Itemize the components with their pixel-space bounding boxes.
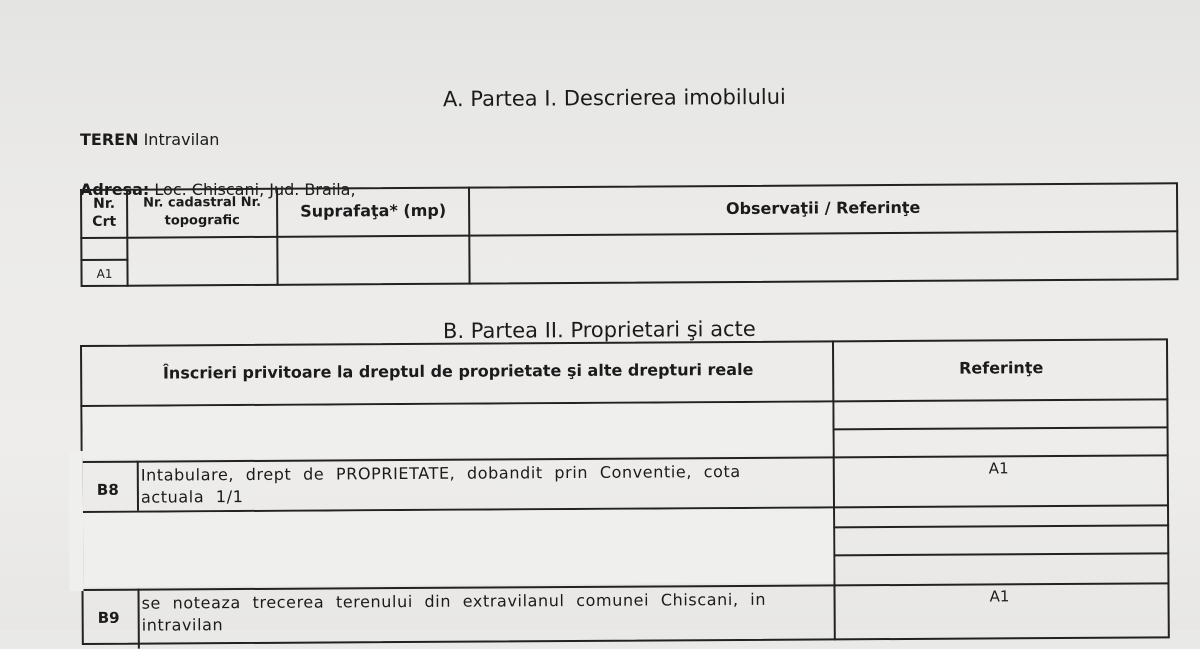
row-b9-id: B9 (97, 608, 120, 627)
row-b8-id: B8 (96, 480, 119, 499)
address-value: Loc. Chiscani, Jud. Braila, (154, 180, 356, 199)
table-a-row-divider (80, 259, 128, 261)
row-b9-line1: se noteaza trecerea terenului din extravilanul comunei Chiscani, in (141, 589, 767, 613)
header-cadastral-line1: Nr. cadastral Nr. (143, 194, 262, 211)
table-b-id-col (137, 461, 139, 511)
property-description-table (80, 182, 1179, 287)
row-b8-line1: Intabulare, drept de PROPRIETATE, dobandit prin Conventie, cota (140, 461, 741, 485)
land-type-label: TEREN (80, 130, 139, 149)
header-cadastral-line2: topografic (164, 213, 240, 229)
header-cadastral (128, 194, 276, 231)
row-b8-text (141, 461, 741, 509)
row-b8-line2: actuala 1/1 (140, 487, 244, 507)
section-a-title: A. Partea I. Descrierea imobilului (442, 84, 786, 112)
land-type-value: Intravilan (143, 130, 220, 149)
header-notes: Observaţii / Referinţe (725, 197, 921, 219)
address-label: Adresa: (80, 180, 150, 199)
redacted-area (83, 508, 833, 587)
row-b9-text (142, 589, 767, 637)
row-b8-ref: A1 (988, 459, 1009, 478)
row-b9-line2: intravilan (141, 615, 224, 635)
redacted-edge (69, 451, 84, 591)
row-a1-nr: A1 (96, 266, 113, 281)
land-type (80, 130, 219, 149)
header-nr-crt-line2: Crt (92, 213, 117, 230)
header-entries: Înscrieri privitoare la dreptul de proprietate şi alte drepturi reale (162, 359, 754, 383)
header-nr-crt (82, 195, 126, 231)
table-b-id-col (137, 589, 139, 649)
owners-table (80, 338, 1170, 635)
header-nr-crt-line1: Nr. (93, 195, 116, 212)
row-b9-ref: A1 (989, 587, 1010, 606)
section-b-title: B. Partea II. Proprietari şi acte (442, 316, 756, 344)
redacted-area (82, 402, 832, 459)
header-area: Suprafaţa* (mp) (300, 200, 447, 221)
header-refs: Referinţe (958, 358, 1044, 378)
